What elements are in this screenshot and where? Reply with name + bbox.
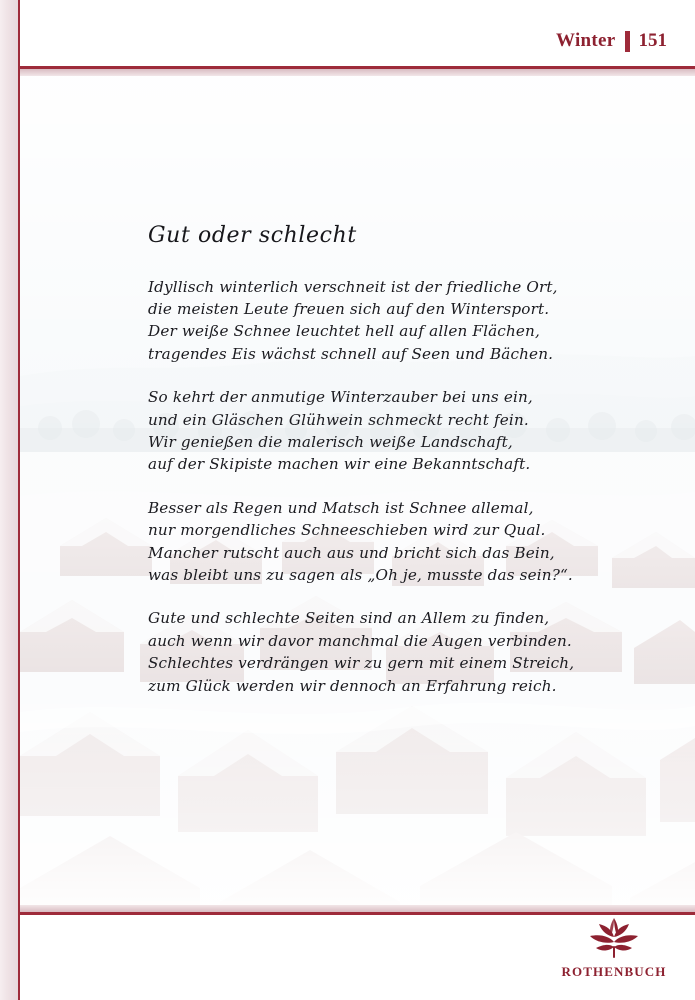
poem-line: und ein Gläschen Glühwein schmeckt recht fein. bbox=[148, 410, 529, 429]
poem-line: Idyllisch winterlich verschneit ist der friedliche Ort, bbox=[148, 277, 558, 296]
poem-line: tragendes Eis wächst schnell auf Seen und Bächen. bbox=[148, 344, 554, 363]
page-number: 151 bbox=[638, 30, 667, 51]
poem-line: auf der Skipiste machen wir eine Bekanntschaft. bbox=[148, 455, 531, 474]
footer-rule bbox=[20, 912, 695, 915]
poem-line: Schlechtes verdrängen wir zu gern mit einem Streich, bbox=[148, 654, 575, 673]
page-spine bbox=[0, 0, 18, 1000]
page-header bbox=[20, 0, 695, 66]
poem-line: Der weiße Schnee leuchtet hell auf allen Flächen, bbox=[148, 322, 540, 341]
poem-block bbox=[148, 222, 618, 697]
header-title bbox=[556, 30, 667, 52]
poem-line: Besser als Regen und Matsch ist Schnee allemal, bbox=[148, 498, 534, 517]
header-divider-icon bbox=[625, 31, 630, 52]
poem-stanza bbox=[148, 607, 618, 697]
poem-line: auch wenn wir davor manchmal die Augen verbinden. bbox=[148, 631, 572, 650]
page-spine-edge bbox=[18, 0, 20, 1000]
poem-line: die meisten Leute freuen sich auf den Wintersport. bbox=[148, 299, 550, 318]
poem-line: nur morgendliches Schneeschieben wird zur Qual. bbox=[148, 521, 546, 540]
header-rule-gradient bbox=[20, 69, 695, 76]
poem-stanza bbox=[148, 276, 618, 366]
poem-line: Wir genießen die malerisch weiße Landschaft, bbox=[148, 432, 513, 451]
poem-stanza bbox=[148, 497, 618, 587]
logo bbox=[559, 916, 669, 988]
poem-line: zum Glück werden wir dennoch an Erfahrung reich. bbox=[148, 676, 557, 695]
footer-rule-gradient bbox=[20, 905, 695, 912]
poem-stanza bbox=[148, 386, 618, 476]
poem-line: Mancher rutscht auch aus und bricht sich das Bein, bbox=[148, 543, 555, 562]
poem-line: Gute und schlechte Seiten sind an Allem zu finden, bbox=[148, 609, 550, 628]
logo-text: ROTHENBUCH bbox=[561, 964, 667, 979]
rose-leaf-icon bbox=[583, 916, 645, 962]
poem-title: Gut oder schlecht bbox=[148, 223, 357, 248]
poem-line: was bleibt uns zu sagen als „Oh je, musste das sein?“. bbox=[148, 565, 573, 584]
header-section-label: Winter bbox=[556, 30, 616, 51]
poem-line: So kehrt der anmutige Winterzauber bei uns ein, bbox=[148, 388, 533, 407]
